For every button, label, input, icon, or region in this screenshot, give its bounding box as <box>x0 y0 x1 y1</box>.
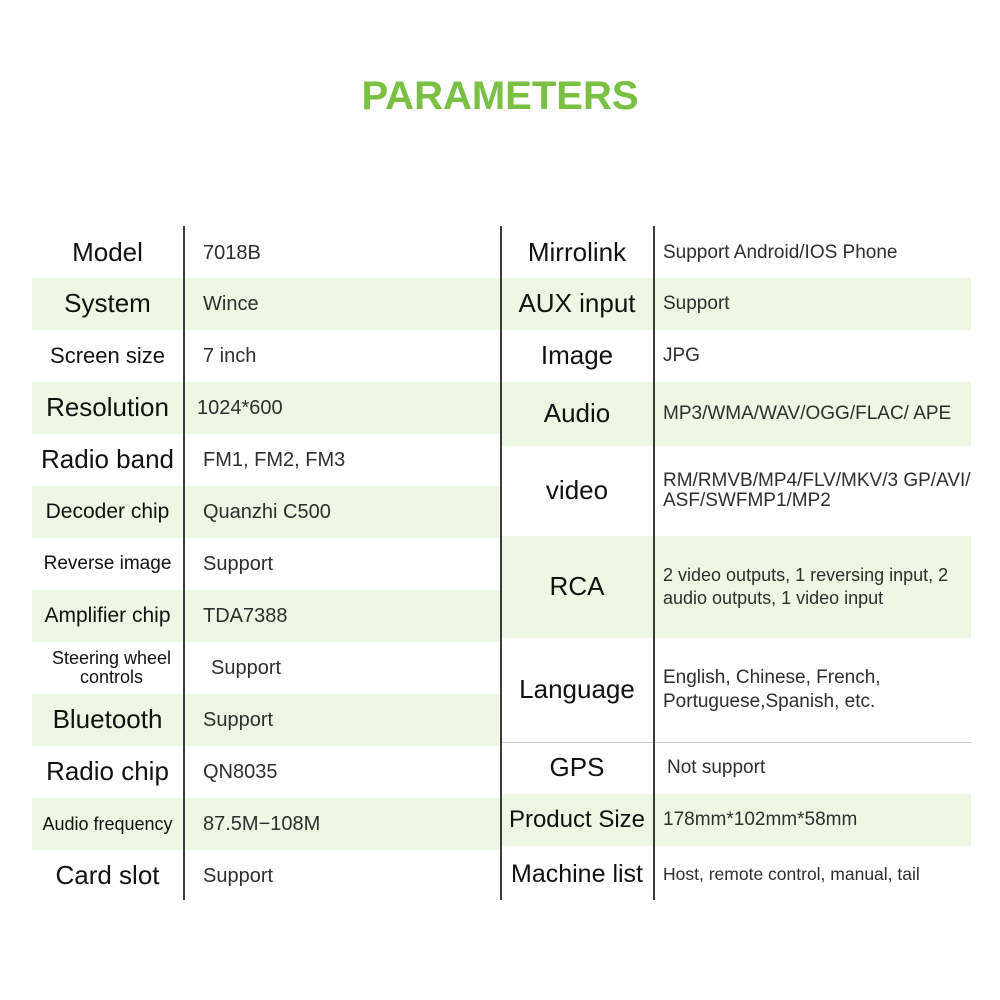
table-row <box>32 590 502 642</box>
param-key: System <box>64 288 151 319</box>
param-key: Screen size <box>50 343 165 369</box>
param-key: Decoder chip <box>45 499 170 523</box>
table-row <box>32 278 502 330</box>
table-row <box>501 536 971 638</box>
param-key: AUX input <box>518 288 636 319</box>
param-value: Support Android/IOS Phone <box>663 241 898 263</box>
param-key: video <box>545 475 609 506</box>
param-value: Support <box>203 865 274 887</box>
param-value: Wince <box>203 293 259 315</box>
param-value: 1024*600 <box>197 397 283 419</box>
param-key: GPS <box>549 752 605 783</box>
param-key: Audio <box>543 398 611 429</box>
table-row <box>32 798 502 850</box>
param-key: Bluetooth <box>52 704 163 735</box>
table-row <box>501 846 971 902</box>
param-key: Model <box>72 237 143 268</box>
param-value: MP3/WMA/WAV/OGG/FLAC/ APE <box>663 403 952 425</box>
param-key: Radio band <box>41 444 174 475</box>
table-row <box>32 486 502 538</box>
column-divider <box>653 226 655 900</box>
table-row <box>501 278 971 330</box>
param-key: Audio frequency <box>42 813 173 834</box>
param-key: Language <box>519 674 635 705</box>
table-row <box>32 642 502 694</box>
table-row <box>501 638 971 742</box>
param-value: Not support <box>667 756 766 778</box>
table-row <box>501 446 971 536</box>
table-row <box>501 330 971 382</box>
param-value: 87.5M−108M <box>203 813 321 835</box>
param-value: Quanzhi C500 <box>203 501 331 523</box>
table-row <box>32 538 502 590</box>
table-row <box>32 850 502 902</box>
param-key: Mirrolink <box>527 237 627 268</box>
table-row <box>501 742 971 794</box>
param-value: FM1, FM2, FM3 <box>203 449 346 471</box>
param-key: RCA <box>549 571 605 602</box>
table-row <box>32 434 502 486</box>
param-value: RM/RMVB/MP4/FLV/MKV/3 GP/AVI/ASF/SWFMP1/MP2 <box>663 470 971 511</box>
param-value: English, Chinese, French, Portuguese,Spanish, etc. <box>663 667 881 712</box>
param-key: Resolution <box>46 392 169 423</box>
parameters-table-right <box>501 228 971 902</box>
table-row <box>32 228 502 278</box>
param-key: Product Size <box>508 806 646 834</box>
param-value: 178mm*102mm*58mm <box>663 808 858 830</box>
param-value: Support <box>211 657 282 679</box>
column-divider <box>500 226 502 900</box>
param-value: 2 video outputs, 1 reversing input, 2 audio outputs, 1 video input <box>663 564 949 608</box>
param-key: Reverse image <box>43 553 172 575</box>
table-row <box>32 330 502 382</box>
param-value: Support <box>203 709 274 731</box>
param-value: QN8035 <box>203 761 278 783</box>
param-value: TDA7388 <box>203 605 288 627</box>
table-row <box>501 228 971 278</box>
param-key: Amplifier chip <box>44 603 171 627</box>
parameters-table-left <box>32 228 502 902</box>
table-row <box>501 794 971 846</box>
param-value: JPG <box>663 344 700 366</box>
param-value: Support <box>203 553 274 575</box>
param-key: Card slot <box>55 860 160 891</box>
table-row <box>32 746 502 798</box>
param-key: Radio chip <box>46 756 169 787</box>
row-divider <box>501 742 972 743</box>
param-value: 7018B <box>203 242 261 264</box>
param-value: 7 inch <box>203 345 257 367</box>
column-divider <box>183 226 185 900</box>
param-key: Image <box>540 340 614 371</box>
param-key: Steering wheel controls <box>51 648 172 687</box>
page-title: PARAMETERS <box>361 74 639 118</box>
table-row <box>32 694 502 746</box>
param-value: Host, remote control, manual, tail <box>663 863 920 884</box>
param-value: Support <box>663 292 730 314</box>
table-row <box>32 382 502 434</box>
table-row <box>501 382 971 446</box>
param-key: Machine list <box>511 859 643 888</box>
